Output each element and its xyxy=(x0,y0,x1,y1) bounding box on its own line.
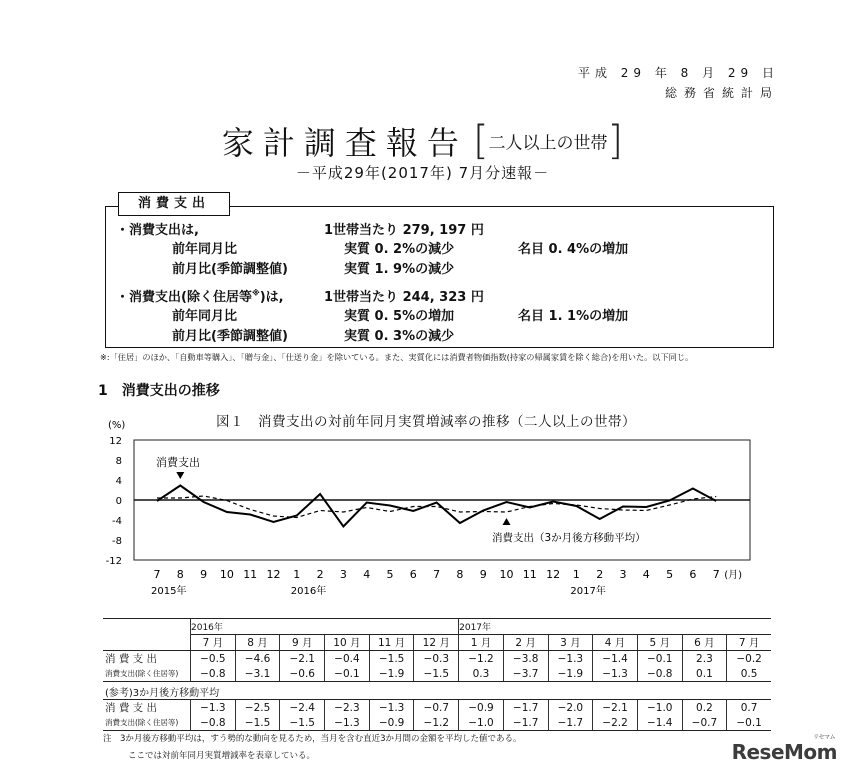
table-row-label: 消費支出(除く住居等) xyxy=(103,666,191,682)
x-axis-unit: (月) xyxy=(724,570,743,581)
table-month-header: 7 月 xyxy=(191,635,236,651)
table-month-header: 1 月 xyxy=(459,635,504,651)
y-tick-label: -4 xyxy=(112,516,122,527)
summary-line2-nominal: 名目 0. 4%の増加 xyxy=(518,242,629,257)
table-cell: −0.3 xyxy=(414,651,459,667)
summary-line2-label: 前年同月比 xyxy=(172,242,238,257)
x-tick-label: 12 xyxy=(266,568,281,581)
table-cell: −1.3 xyxy=(593,666,638,682)
table-cell: −0.1 xyxy=(325,666,370,682)
x-tick-label: 12 xyxy=(546,568,561,581)
annotation-consumption: 消費支出 xyxy=(156,456,200,469)
table-note-2: ここでは対前年同月実質増減率を表章している。 xyxy=(128,751,316,761)
table-month-header: 9 月 xyxy=(280,635,325,651)
report-title: 家計調査報告 [二人以上の世帯] xyxy=(221,118,624,164)
table-ref-row-label: 消 費 支 出 xyxy=(103,700,191,716)
x-tick-label: 7 xyxy=(712,568,720,581)
table-cell: −0.2 xyxy=(727,651,771,667)
table-month-header: 10 月 xyxy=(325,635,370,651)
table-ref-cell: −2.1 xyxy=(593,700,638,716)
summary-box xyxy=(105,206,774,348)
x-tick-label: 8 xyxy=(176,568,184,581)
x-tick-label: 9 xyxy=(200,568,208,581)
table-row-label: 消 費 支 出 xyxy=(105,653,158,665)
summary-line5-real: 実質 0. 5%の増加 xyxy=(344,309,455,324)
x-tick-label: 1 xyxy=(572,568,580,581)
summary-line5-label: 前年同月比 xyxy=(172,309,238,324)
data-table xyxy=(103,618,771,731)
table-year-2017: 2017年 xyxy=(459,619,771,635)
y-tick-label: 4 xyxy=(115,476,122,487)
table-cell: 0.1 xyxy=(682,666,727,682)
table-month-header: 8 月 xyxy=(235,635,280,651)
x-tick-label: 3 xyxy=(339,568,347,581)
y-tick-label: -8 xyxy=(112,536,122,547)
x-tick-label: 6 xyxy=(409,568,417,581)
table-ref-cell: −1.7 xyxy=(503,715,548,731)
table-ref-cell: −0.9 xyxy=(369,715,414,731)
x-tick-label: 7 xyxy=(153,568,161,581)
table-ref-row-label: 消費支出(除く住居等) xyxy=(103,715,191,731)
annotation-arrow-up xyxy=(503,518,511,525)
y-tick-label: -12 xyxy=(105,556,122,567)
table-month-header: 4 月 xyxy=(593,635,638,651)
table-corner xyxy=(103,635,191,651)
table-ref-cell: −1.7 xyxy=(503,700,548,716)
table-ref-cell: −1.3 xyxy=(191,700,236,716)
table-month-header: 7 月 xyxy=(727,635,771,651)
table-ref-cell: −2.2 xyxy=(593,715,638,731)
x-tick-label: 8 xyxy=(456,568,464,581)
table-ref-cell: −1.4 xyxy=(637,715,682,731)
table-ref-title: (参考)3か月後方移動平均 xyxy=(105,688,220,699)
report-subtitle: －平成29年(2017年) 7月分速報－ xyxy=(295,164,550,182)
table-cell: −1.9 xyxy=(548,666,593,682)
summary-line1-value: 1世帯当たり 279, 197 円 xyxy=(324,223,484,238)
table-cell: −2.1 xyxy=(280,651,325,667)
table-ref-cell: −0.8 xyxy=(191,715,236,731)
y-tick-label: 0 xyxy=(115,496,122,507)
table-ref-cell: −1.5 xyxy=(280,715,325,731)
y-tick-label: 12 xyxy=(109,436,122,447)
y-tick-label: 8 xyxy=(115,456,122,467)
table-ref-cell: −0.1 xyxy=(727,715,771,731)
x-tick-label: 3 xyxy=(619,568,627,581)
x-tick-label: 2 xyxy=(596,568,604,581)
year-label: 2015年 xyxy=(151,586,187,597)
table-month-header: 11 月 xyxy=(369,635,414,651)
x-tick-label: 4 xyxy=(363,568,371,581)
table-ref-cell: −1.3 xyxy=(369,700,414,716)
table-cell: −4.6 xyxy=(235,651,280,667)
table-cell: −1.2 xyxy=(459,651,504,667)
table-month-header: 6 月 xyxy=(682,635,727,651)
table-cell: −1.4 xyxy=(593,651,638,667)
table-month-header: 12 月 xyxy=(414,635,459,651)
x-tick-label: 1 xyxy=(293,568,301,581)
year-label: 2016年 xyxy=(290,586,327,597)
table-ref-cell: −1.7 xyxy=(548,715,593,731)
y-axis-unit: (%) xyxy=(108,420,126,431)
line-chart xyxy=(0,418,845,614)
title-main: 家計調査報告 xyxy=(221,124,468,162)
summary-line4-value: 1世帯当たり 244, 323 円 xyxy=(324,290,484,305)
report-date: 平成 29 年 8 月 29 日 xyxy=(577,66,779,80)
table-cell: −0.4 xyxy=(325,651,370,667)
table-ref-cell: 0.2 xyxy=(682,700,727,716)
x-tick-label: 7 xyxy=(433,568,441,581)
summary-line1-label: ・消費支出は, xyxy=(116,223,199,238)
table-cell: −0.8 xyxy=(191,666,236,682)
table-cell: −3.8 xyxy=(503,651,548,667)
resemom-logo: ReseMom$^{リセマム}$ xyxy=(731,734,837,764)
table-ref-cell: −1.3 xyxy=(325,715,370,731)
x-tick-label: 2 xyxy=(316,568,324,581)
table-cell: 0.3 xyxy=(459,666,504,682)
summary-box-label: 消費支出 xyxy=(118,192,230,216)
table-note-1: 注 3か月後方移動平均は，すう勢的な動向を見るため，当月を含む直近3か月間の金額を平均した値である。 xyxy=(103,734,522,744)
table-month-header: 2 月 xyxy=(503,635,548,651)
table-cell: −0.8 xyxy=(637,666,682,682)
x-tick-label: 10 xyxy=(219,568,234,581)
table-month-header: 3 月 xyxy=(548,635,593,651)
table-ref-cell: −1.2 xyxy=(414,715,459,731)
table-cell: −1.3 xyxy=(548,651,593,667)
x-tick-label: 9 xyxy=(479,568,487,581)
table-corner xyxy=(103,619,191,635)
table-cell: −1.9 xyxy=(369,666,414,682)
table-ref-cell: −1.5 xyxy=(235,715,280,731)
table-ref-cell: −2.3 xyxy=(325,700,370,716)
x-tick-label: 11 xyxy=(243,568,258,581)
table-cell: 0.5 xyxy=(727,666,771,682)
annotation-moving-average: 消費支出（3か月後方移動平均） xyxy=(492,532,646,544)
table-ref-cell: −2.0 xyxy=(548,700,593,716)
section-heading: 1 消費支出の推移 xyxy=(98,383,220,399)
summary-line6-label: 前月比(季節調整値) xyxy=(172,329,288,344)
summary-line6-real: 実質 0. 3%の減少 xyxy=(344,329,455,344)
x-tick-label: 5 xyxy=(386,568,394,581)
x-tick-label: 11 xyxy=(522,568,537,581)
annotation-arrow-down xyxy=(176,472,184,479)
table-cell: −3.7 xyxy=(503,666,548,682)
table-ref-cell: −0.7 xyxy=(682,715,727,731)
figure-title: 図１ 消費支出の対前年同月実質増減率の推移（二人以上の世帯） xyxy=(216,414,636,430)
title-household: 二人以上の世帯 xyxy=(488,133,608,154)
table-ref-cell: 0.7 xyxy=(727,700,771,716)
table-ref-cell: −1.0 xyxy=(459,715,504,731)
agency-name: 総務省統計局 xyxy=(664,86,779,100)
summary-line3-label: 前月比(季節調整値) xyxy=(172,262,288,277)
table-year-2016: 2016年 xyxy=(191,619,459,635)
table-cell: −0.5 xyxy=(191,651,236,667)
table-cell: 2.3 xyxy=(682,651,727,667)
table-cell: −0.1 xyxy=(637,651,682,667)
summary-line3-real: 実質 1. 9%の減少 xyxy=(344,262,455,277)
table-cell: −3.1 xyxy=(235,666,280,682)
x-tick-label: 4 xyxy=(642,568,650,581)
table-ref-cell: −1.0 xyxy=(637,700,682,716)
summary-line4-label: ・消費支出(除く住居等※)は, xyxy=(116,288,284,305)
x-tick-label: 5 xyxy=(666,568,674,581)
table-ref-cell: −2.4 xyxy=(280,700,325,716)
x-tick-label: 10 xyxy=(499,568,514,581)
table-ref-cell: −2.5 xyxy=(235,700,280,716)
table-ref-cell: −0.9 xyxy=(459,700,504,716)
summary-footnote: ※:「住居」のほか、「自動車等購入」、「贈与金」、「仕送り金」を除いている。また、実質化には消費者物価指数(持家の帰属家賃を除く総合)を用いた。以下同じ。 xyxy=(100,352,694,362)
table-ref-cell: −0.7 xyxy=(414,700,459,716)
table-cell: −1.5 xyxy=(369,651,414,667)
table-cell: −0.6 xyxy=(280,666,325,682)
table-cell: −1.5 xyxy=(414,666,459,682)
year-label: 2017年 xyxy=(570,586,606,597)
summary-line5-nominal: 名目 1. 1%の増加 xyxy=(518,309,629,324)
x-tick-label: 6 xyxy=(689,568,697,581)
table-month-header: 5 月 xyxy=(637,635,682,651)
summary-line2-real: 実質 0. 2%の減少 xyxy=(344,242,455,257)
